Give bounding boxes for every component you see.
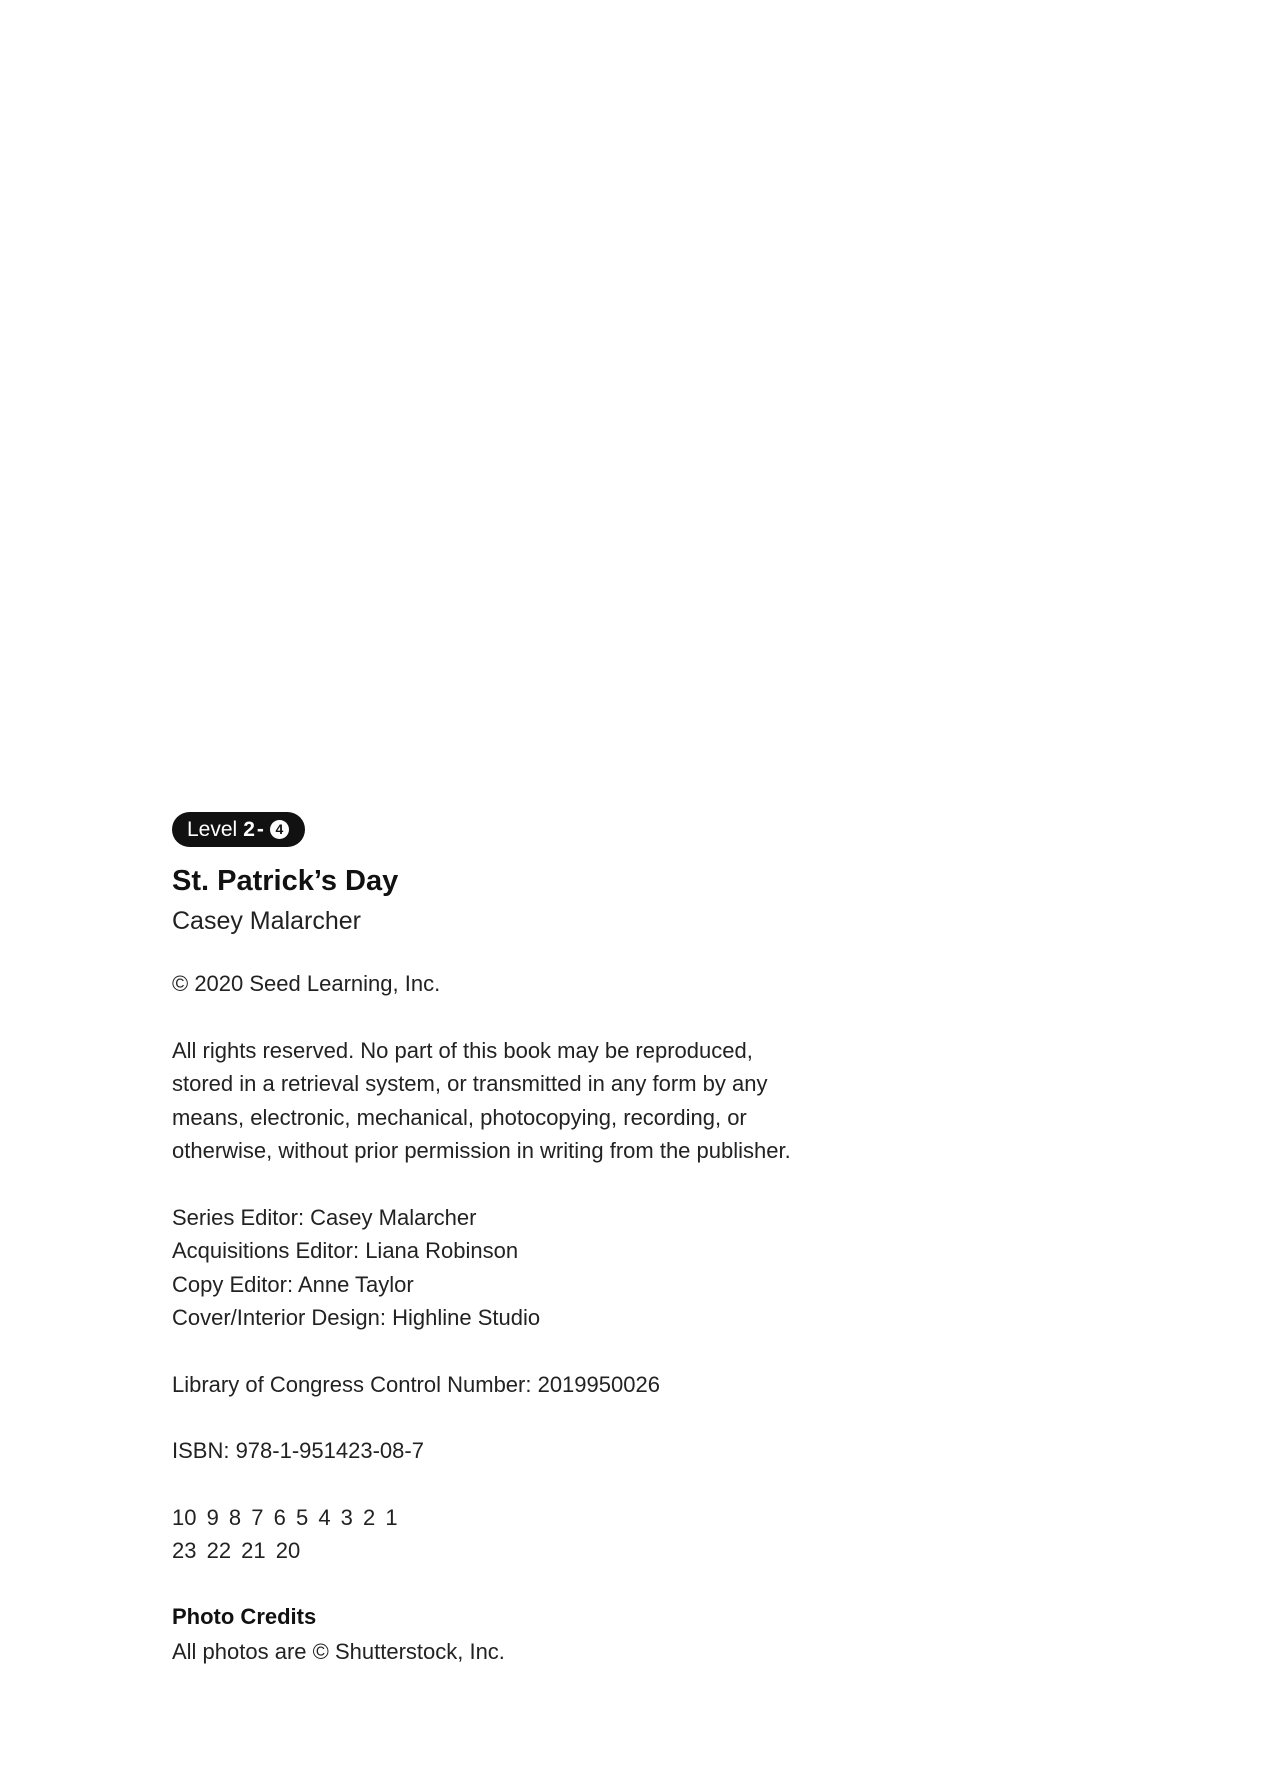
printing-line — [172, 1501, 892, 1568]
rights-line: otherwise, without prior permission in writing from the publisher. — [172, 1138, 791, 1163]
book-title: St. Patrick’s Day — [172, 865, 399, 897]
colophon — [172, 812, 892, 1668]
rights-line: All rights reserved. No part of this book may be reproduced, — [172, 1037, 753, 1063]
level-badge-word: Level — [187, 818, 238, 841]
level-badge-number: 2 — [243, 818, 255, 841]
staff-credit-acquisitions-editor: Acquisitions Editor: Liana Robinson — [172, 1238, 519, 1263]
level-badge — [172, 812, 305, 847]
copyright-notice: © 2020 Seed Learning, Inc. — [172, 971, 441, 996]
printing-years: 23 22 21 20 — [172, 1538, 301, 1563]
staff-credit-series-editor: Series Editor: Casey Malarcher — [172, 1204, 477, 1230]
photo-credits-text: All photos are © Shutterstock, Inc. — [172, 1638, 505, 1664]
rights-line: stored in a retrieval system, or transmitted in any form by any — [172, 1071, 768, 1096]
isbn-number: ISBN: 978-1-951423-08-7 — [172, 1438, 424, 1463]
staff-credit-copy-editor: Copy Editor: Anne Taylor — [172, 1271, 414, 1297]
staff-credits — [172, 1201, 892, 1335]
lccn-number: Library of Congress Control Number: 2019950026 — [172, 1371, 660, 1397]
printing-numbers: 10 9 8 7 6 5 4 3 2 1 — [172, 1504, 398, 1530]
level-badge-separator: - — [256, 818, 264, 841]
photo-credits-heading: Photo Credits — [172, 1603, 317, 1629]
sublevel-circle-icon: 4 — [270, 820, 289, 839]
rights-statement — [172, 1034, 892, 1168]
rights-line: means, electronic, mechanical, photocopying, recording, or — [172, 1104, 747, 1130]
book-author: Casey Malarcher — [172, 907, 361, 935]
staff-credit-design: Cover/Interior Design: Highline Studio — [172, 1305, 541, 1330]
